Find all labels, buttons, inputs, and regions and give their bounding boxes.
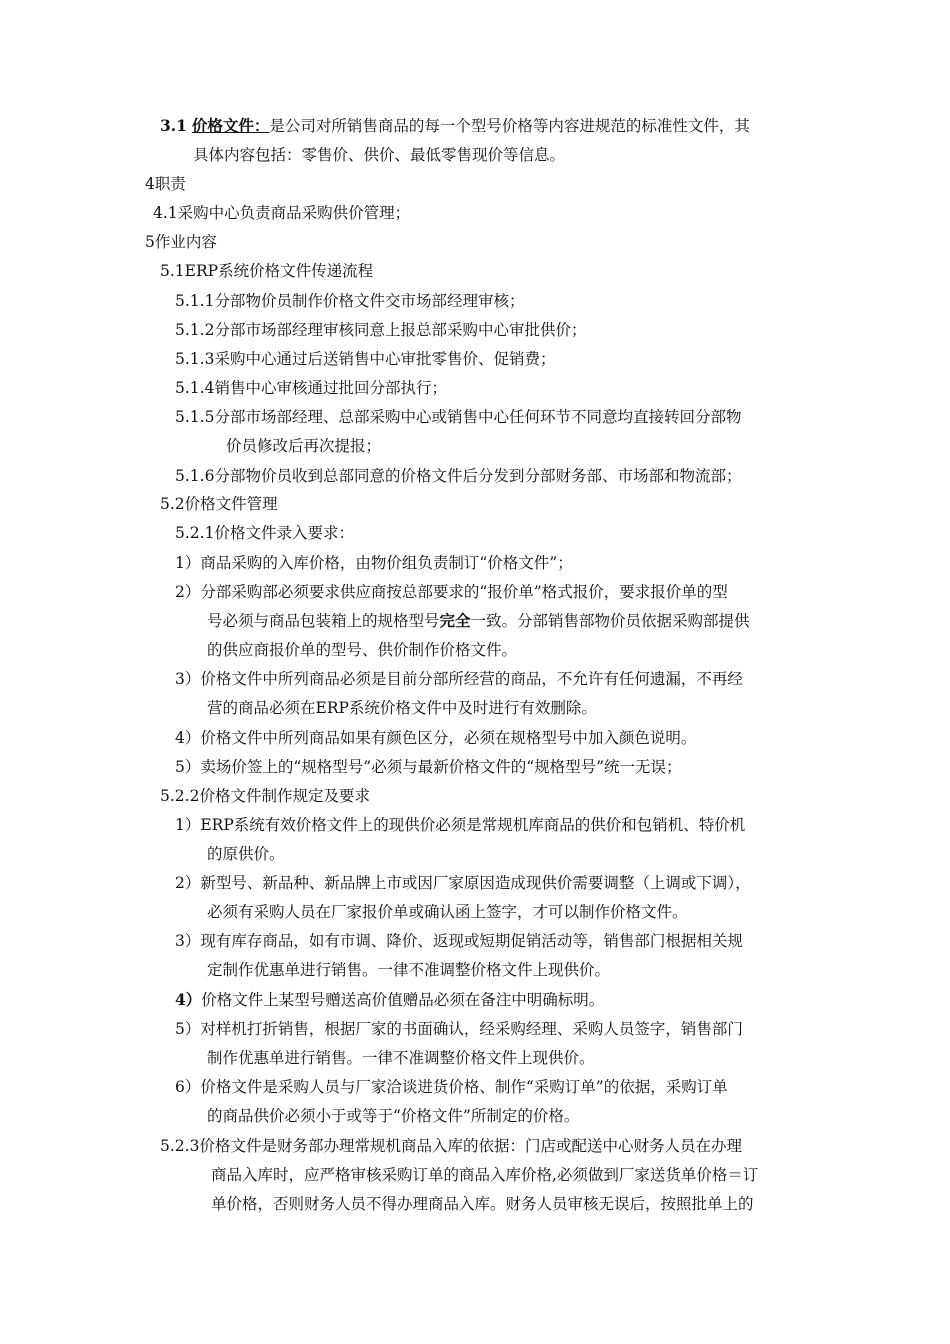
- list-item-continuation: 必须有采购人员在厂家报价单或确认函上签字，才可以制作价格文件。: [207, 903, 688, 921]
- section-4-1: 4.1采购中心负责商品采购供价管理；: [153, 204, 411, 222]
- list-item: 5.1.6分部物价员收到总部同意的价格文件后分发到分部财务部、市场部和物流部；: [175, 467, 742, 485]
- definition-text: 是公司对所销售商品的每一个型号价格等内容进规范的标准性文件，其: [269, 117, 750, 135]
- section-5-2-1-heading: 5.2.1价格文件录入要求：: [175, 524, 354, 542]
- list-item: 5.1.4销售中心审核通过批回分部执行；: [175, 379, 447, 397]
- list-item: 5）对样机打折销售，根据厂家的书面确认，经采购经理、采购人员签字，销售部门: [175, 1020, 743, 1038]
- list-item: 3）价格文件中所列商品必须是目前分部所经营的商品，不允许有任何遗漏，不再经: [175, 670, 743, 688]
- list-item-continuation: 制作优惠单进行销售。一律不准调整价格文件上现供价。: [207, 1049, 595, 1067]
- list-item-continuation: 的商品供价必须小于或等于“价格文件”所制定的价格。: [207, 1107, 580, 1125]
- list-item-continuation: 的原供价。: [207, 845, 285, 863]
- section-5-2-heading: 5.2价格文件管理: [160, 495, 278, 513]
- list-item: 5.1.1分部物价员制作价格文件交市场部经理审核；: [175, 292, 525, 310]
- section-4-heading: 4职责: [145, 175, 186, 193]
- list-item: 3）现有库存商品，如有市调、降价、返现或短期促销活动等，销售部门根据相关规: [175, 932, 743, 950]
- text-run: 价格文件上某型号赠送高价值赠品必须在备注中明确标明。: [201, 991, 605, 1009]
- section-5-2-3: 5.2.3价格文件是财务部办理常规机商品入库的依据：门店或配送中心财务人员在办理: [160, 1137, 742, 1155]
- list-item: 5）卖场价签上的“规格型号”必须与最新价格文件的“规格型号”统一无误；: [175, 758, 682, 776]
- section-number: 3.1: [160, 116, 187, 135]
- section-5-2-2-heading: 5.2.2价格文件制作规定及要求: [160, 787, 370, 805]
- list-item-continuation: 的供应商报价单的型号、供价制作价格文件。: [207, 641, 518, 659]
- section-5-2-3-continuation: 单价格，否则财务人员不得办理商品入库。财务人员审核无误后，按照批单上的: [211, 1195, 754, 1213]
- list-item: 6）价格文件是采购人员与厂家洽谈进货价格、制作“采购订单”的依据，采购订单: [175, 1078, 728, 1096]
- list-item: 2）分部采购部必须要求供应商按总部要求的“报价单”格式报价，要求报价单的型: [175, 583, 728, 601]
- list-item: 2）新型号、新品种、新品牌上市或因厂家原因造成现供价需要调整（上调或下调），: [175, 874, 751, 892]
- list-item-continuation: 价员修改后再次提报；: [226, 437, 382, 455]
- list-item: [175, 990, 604, 1010]
- list-item: 5.1.2分部市场部经理审核同意上报总部采购中心审批供价；: [175, 321, 587, 339]
- text-run: 号必须与商品包装箱上的规格型号: [207, 612, 440, 630]
- list-item: 4）价格文件中所列商品如果有颜色区分，必须在规格型号中加入颜色说明。: [175, 729, 697, 747]
- section-5-2-3-continuation: 商品入库时，应严格审核采购订单的商品入库价格,必须做到厂家送货单价格＝订: [211, 1166, 759, 1184]
- list-item: 5.1.3采购中心通过后送销售中心审批零售价、促销费；: [175, 350, 556, 368]
- list-item-continuation: 营的商品必须在ERP系统价格文件中及时进行有效删除。: [207, 699, 597, 717]
- list-item: 5.1.5分部市场部经理、总部采购中心或销售中心任何环节不同意均直接转回分部物: [175, 408, 742, 426]
- list-item: 1）商品采购的入库价格，由物价组负责制订“价格文件”；: [175, 554, 573, 572]
- term-price-file: 价格文件：: [191, 116, 270, 135]
- text-run: 一致。分部销售部物价员依据采购部提供: [470, 612, 750, 630]
- list-item: 1）ERP系统有效价格文件上的现供价必须是常规机库商品的供价和包销机、特价机: [175, 816, 746, 834]
- section-5-1-heading: 5.1ERP系统价格文件传递流程: [160, 262, 374, 280]
- list-item-continuation: [207, 611, 750, 631]
- list-item-continuation: 定制作优惠单进行销售。一律不准调整价格文件上现供价。: [207, 961, 611, 979]
- emphasis-text: 完全: [439, 611, 471, 630]
- item-number: 4）: [175, 990, 202, 1009]
- section-3-1-line-1: [160, 116, 750, 136]
- section-3-1-line-2: 具体内容包括：零售价、供价、最低零售现价等信息。: [193, 146, 566, 164]
- section-5-heading: 5作业内容: [145, 233, 217, 251]
